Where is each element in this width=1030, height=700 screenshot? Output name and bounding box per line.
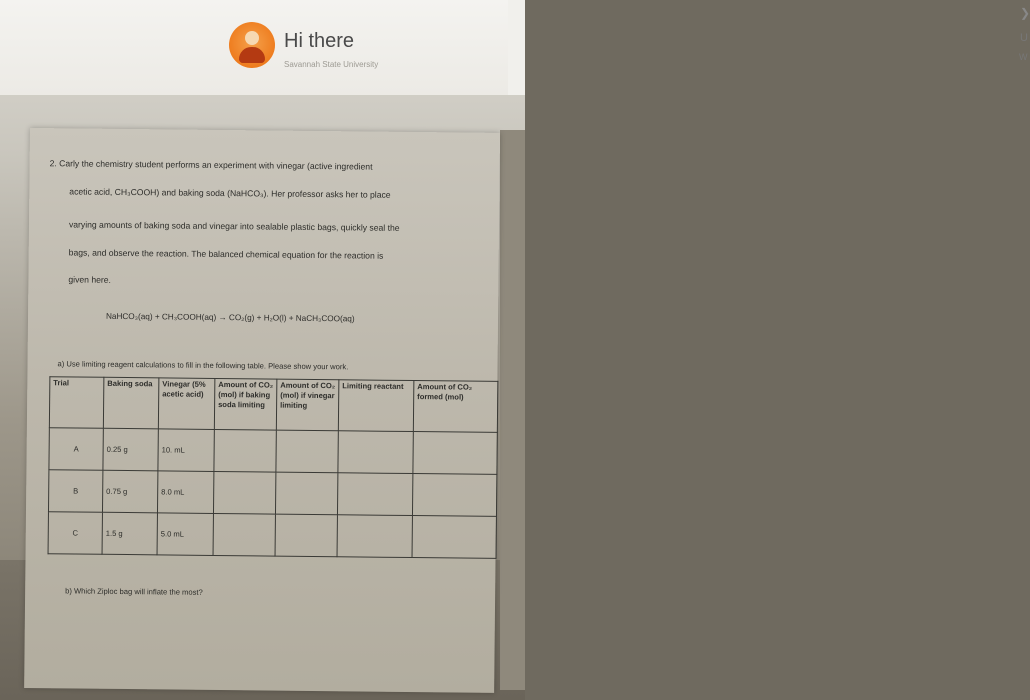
header-vinegar: Vinegar (5% acetic acid): [158, 378, 215, 430]
question-line-5: given here.: [68, 274, 111, 285]
edge-letter-u: U: [1020, 32, 1028, 44]
header-co2-vinegar-limiting: Amount of CO₂ (mol) if vinegar limiting: [276, 379, 339, 431]
worksheet-paper: [24, 128, 500, 693]
question-line-4: bags, and observe the reaction. The balanced chemical equation for the reaction is: [68, 247, 384, 261]
header-limiting-reactant: Limiting reactant: [338, 380, 414, 432]
notification-banner[interactable]: [0, 0, 1030, 95]
table-row: [49, 428, 497, 475]
question-line-2: acetic acid, CH₃COOH) and baking soda (NaHCO₃). Her professor asks her to place: [69, 186, 391, 200]
avatar-head: [245, 31, 259, 45]
vinegar-cell: 8.0 mL: [157, 471, 213, 514]
question-line-1: 2. Carly the chemistry student performs an experiment with vinegar (active ingredient: [49, 158, 373, 172]
baking-soda-cell: 0.75 g: [102, 470, 157, 513]
vinegar-cell: 5.0 mL: [157, 513, 213, 556]
part-a-instruction: a) Use limiting reagent calculations to fill in the following table. Please show your work.: [57, 359, 349, 372]
table-header-row: [49, 377, 498, 433]
header-co2-formed: Amount of CO₂ formed (mol): [413, 381, 498, 433]
trial-cell: C: [48, 512, 102, 555]
answer-cell: [275, 514, 337, 557]
header-trial: Trial: [49, 377, 104, 429]
trial-cell: A: [49, 428, 103, 471]
edge-letter-w: W: [1019, 52, 1028, 62]
answer-cell: [275, 472, 337, 515]
table-row: [48, 470, 496, 517]
part-b-question: b) Which Ziploc bag will inflate the most?: [65, 586, 203, 597]
answer-cell: [338, 431, 413, 474]
chemical-equation: NaHCO₃(aq) + CH₃COOH(aq) → CO₂(g) + H₂O(l) + NaCH₃COO(aq): [105, 311, 355, 324]
answer-cell: [412, 516, 496, 559]
answer-cell: [337, 473, 412, 516]
avatar-body: [239, 47, 265, 63]
answer-cell: [412, 474, 496, 517]
notification-title: Hi there: [284, 30, 355, 52]
results-table: [48, 376, 499, 559]
adjacent-panel-edge: [508, 0, 1030, 95]
avatar-icon: [229, 22, 275, 68]
baking-soda-cell: 1.5 g: [102, 512, 157, 555]
paper-shadow: [500, 130, 525, 690]
answer-cell: [337, 515, 412, 558]
baking-soda-cell: 0.25 g: [103, 428, 158, 471]
answer-cell: [276, 430, 338, 473]
answer-cell: [214, 429, 276, 472]
question-line-3: varying amounts of baking soda and vinegar into sealable plastic bags, quickly seal the: [68, 219, 400, 233]
table-row: [48, 512, 496, 559]
header-co2-baking-soda-limiting: Amount of CO₂ (mol) if baking soda limiting: [214, 378, 277, 430]
answer-cell: [213, 513, 275, 556]
trial-cell: B: [48, 470, 102, 513]
vinegar-cell: 10. mL: [158, 429, 214, 472]
header-baking-soda: Baking soda: [103, 377, 159, 429]
chevron-right-icon[interactable]: ❯: [1020, 6, 1030, 20]
answer-cell: [213, 471, 275, 514]
notification-subtitle: Savannah State University: [284, 60, 379, 69]
answer-cell: [413, 432, 497, 475]
